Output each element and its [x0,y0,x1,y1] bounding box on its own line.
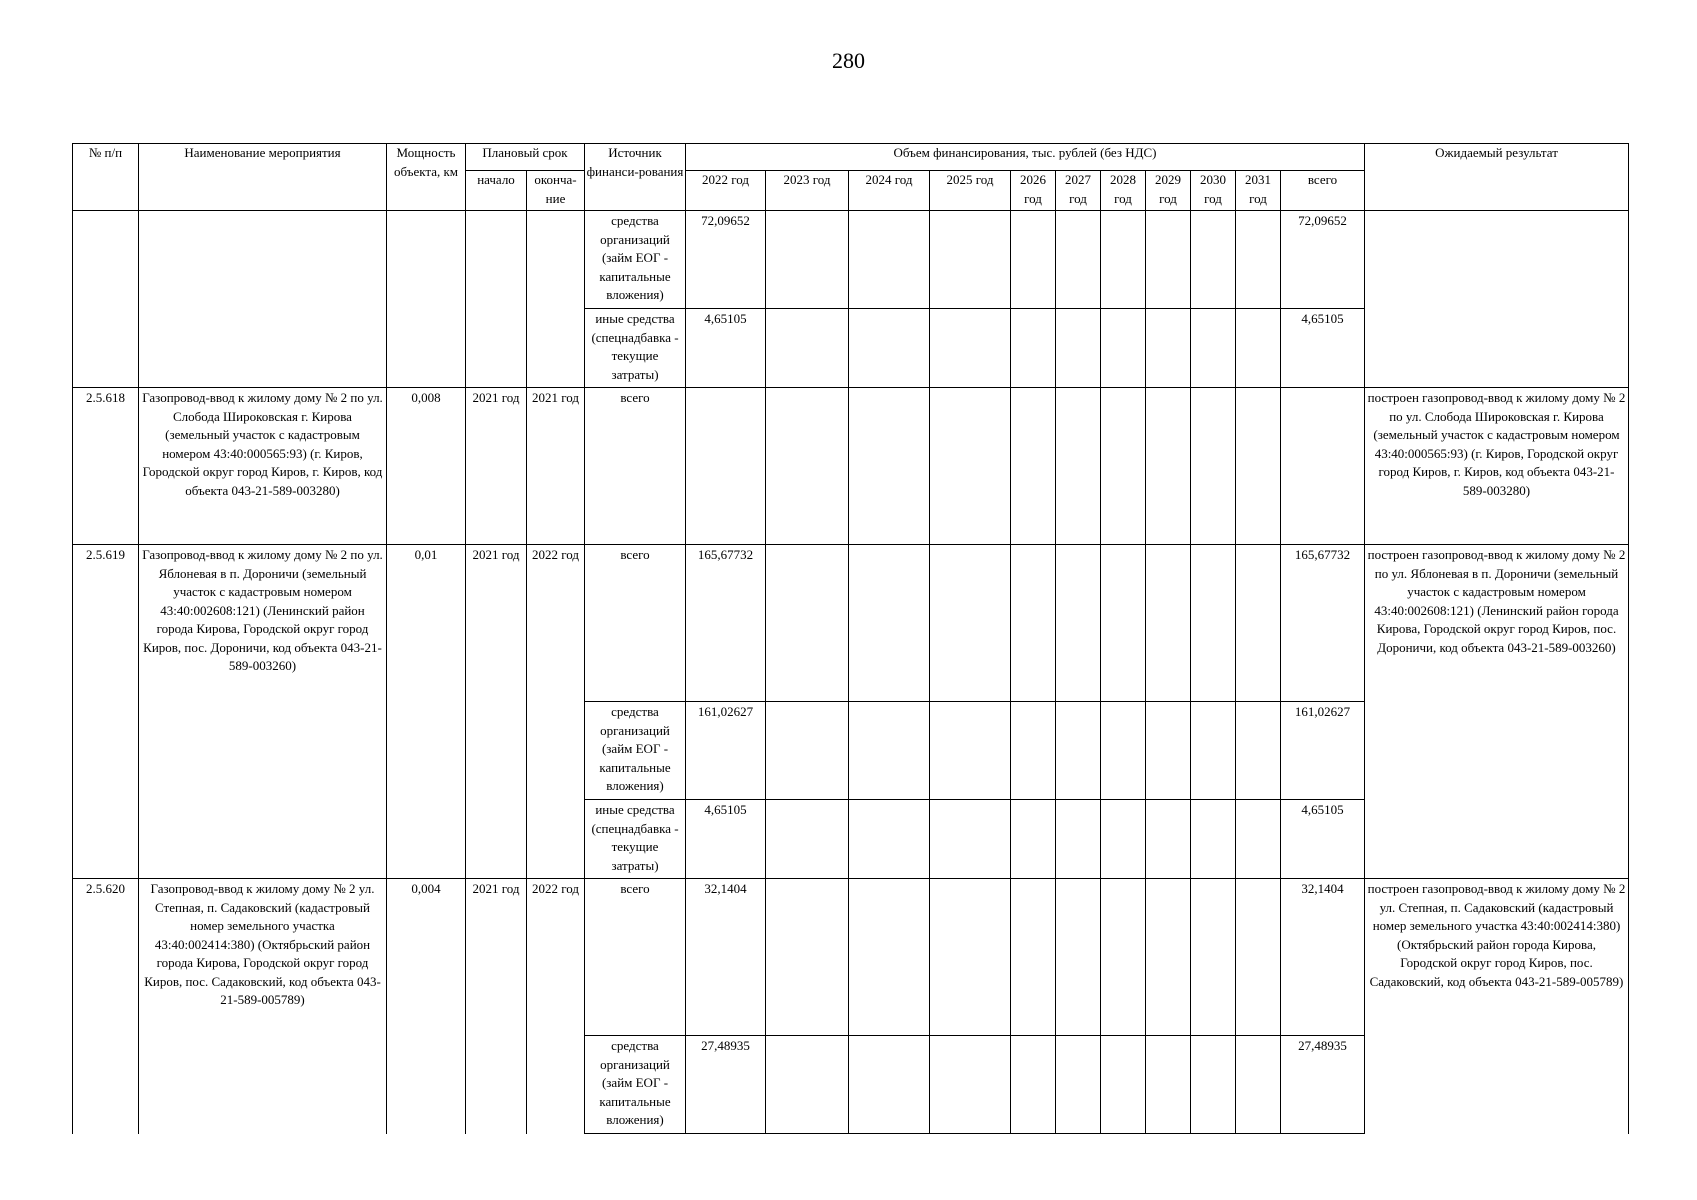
header-result: Ожидаемый результат [1365,144,1629,211]
empty-value-cell [1146,879,1191,1036]
empty-value-cell [1011,388,1056,545]
empty-value-cell [930,1036,1011,1134]
empty-value-cell [1011,1036,1056,1134]
source-cell: средства организаций (займ ЕОГ - капитальные вложения) [585,211,686,309]
empty-value-cell [1191,702,1236,800]
end-cell: 2021 год [527,388,585,545]
table-row [73,545,1629,702]
empty-value-cell [1056,211,1101,309]
empty-value-cell [1011,879,1056,1036]
value-2022: 27,48935 [686,1036,766,1134]
value-total: 32,1404 [1281,879,1365,1036]
empty-value-cell [1101,1036,1146,1134]
empty-value-cell [1101,879,1146,1036]
empty-value-cell [849,1036,930,1134]
empty-value-cell [766,309,849,388]
result-cell: построен газопровод-ввод к жилому дому № 2 ул. Степная, п. Садаковский (кадастровый номер земельного участка 43:40:002414:380) (Октябрьский район города Кирова, Городской округ город Киров, пос. Садаковский, код объекта 043-21-589-005789) [1365,879,1629,1134]
start-cell [466,211,527,388]
value-total: 72,09652 [1281,211,1365,309]
empty-value-cell [766,388,849,545]
header-year-2030: 2030 год [1191,171,1236,211]
power-cell: 0,01 [387,545,466,879]
empty-value-cell [1191,800,1236,879]
empty-value-cell [1191,879,1236,1036]
empty-value-cell [1101,309,1146,388]
empty-value-cell [849,879,930,1036]
empty-value-cell [1236,1036,1281,1134]
result-cell: построен газопровод-ввод к жилому дому № 2 по ул. Яблоневая в п. Дороничи (земельный участок с кадастровым номером 43:40:002608:121) (Ленинский район города Кирова, Городской округ город Киров, пос. Дороничи, код объекта 043-21-589-003260) [1365,545,1629,879]
table-row [73,211,1629,309]
value-2022: 161,02627 [686,702,766,800]
power-cell: 0,004 [387,879,466,1134]
empty-value-cell [930,879,1011,1036]
financing-table [72,143,1629,1134]
empty-value-cell [1011,800,1056,879]
header-volume: Объем финансирования, тыс. рублей (без НДС) [686,144,1365,171]
empty-value-cell [930,702,1011,800]
empty-value-cell [1056,545,1101,702]
header-term-start: начало [466,171,527,211]
empty-value-cell [1146,800,1191,879]
empty-value-cell [930,388,1011,545]
empty-value-cell [766,879,849,1036]
empty-value-cell [849,702,930,800]
header-year-2031: 2031 год [1236,171,1281,211]
empty-value-cell [1011,211,1056,309]
empty-value-cell [930,545,1011,702]
header-total: всего [1281,171,1365,211]
empty-value-cell [1056,1036,1101,1134]
empty-value-cell [1191,1036,1236,1134]
header-term: Плановый срок [466,144,585,171]
empty-value-cell [1236,702,1281,800]
empty-value-cell [766,211,849,309]
empty-value-cell [1101,800,1146,879]
end-cell [527,211,585,388]
name-cell: Газопровод-ввод к жилому дому № 2 по ул. Слобода Широковская г. Кирова (земельный участок с кадастровым номером 43:40:000565:93) (г. Киров, Городской округ город Киров, г. Киров, код объекта 043-21-589-003280) [139,388,387,545]
table-row [73,388,1629,545]
header-row-1 [73,144,1629,171]
power-cell [387,211,466,388]
num-cell [73,211,139,388]
empty-value-cell [1101,702,1146,800]
num-cell: 2.5.618 [73,388,139,545]
empty-value-cell [1056,800,1101,879]
value-total: 4,65105 [1281,309,1365,388]
power-cell: 0,008 [387,388,466,545]
header-year-2025: 2025 год [930,171,1011,211]
empty-value-cell [1146,1036,1191,1134]
empty-value-cell [1146,309,1191,388]
name-cell: Газопровод-ввод к жилому дому № 2 по ул. Яблоневая в п. Дороничи (земельный участок с кадастровым номером 43:40:002608:121) (Ленинский район города Кирова, Городской округ город Киров, пос. Дороничи, код объекта 043-21-589-003260) [139,545,387,879]
value-2022: 32,1404 [686,879,766,1036]
empty-value-cell [766,800,849,879]
header-num: № п/п [73,144,139,211]
table-row [73,879,1629,1036]
result-cell [1365,211,1629,388]
value-2022: 165,67732 [686,545,766,702]
header-name: Наименование мероприятия [139,144,387,211]
empty-value-cell [1236,879,1281,1036]
end-cell: 2022 год [527,879,585,1134]
source-cell: иные средства (спецнадбавка - текущие затраты) [585,800,686,879]
header-year-2028: 2028 год [1101,171,1146,211]
empty-value-cell [1191,545,1236,702]
empty-value-cell [1056,388,1101,545]
empty-value-cell [1101,211,1146,309]
page-number: 280 [832,48,865,73]
start-cell: 2021 год [466,545,527,879]
empty-value-cell [766,545,849,702]
empty-value-cell [1011,702,1056,800]
header-year-2027: 2027 год [1056,171,1101,211]
source-cell: средства организаций (займ ЕОГ - капитальные вложения) [585,702,686,800]
num-cell: 2.5.620 [73,879,139,1134]
empty-value-cell [1236,211,1281,309]
num-cell: 2.5.619 [73,545,139,879]
source-cell: всего [585,545,686,702]
empty-value-cell [766,1036,849,1134]
header-power: Мощность объекта, км [387,144,466,211]
header-year-2029: 2029 год [1146,171,1191,211]
empty-value-cell [849,211,930,309]
value-2022: 4,65105 [686,309,766,388]
header-year-2023: 2023 год [766,171,849,211]
header-year-2026: 2026 год [1011,171,1056,211]
empty-value-cell [849,800,930,879]
empty-value-cell [1236,309,1281,388]
header-year-2024: 2024 год [849,171,930,211]
value-2022: 4,65105 [686,800,766,879]
empty-value-cell [1056,309,1101,388]
empty-value-cell [1236,800,1281,879]
empty-value-cell [849,545,930,702]
end-cell: 2022 год [527,545,585,879]
empty-value-cell [930,800,1011,879]
empty-value-cell [1146,702,1191,800]
source-cell: всего [585,879,686,1036]
empty-value-cell [1101,388,1146,545]
header-term-end: оконча-ние [527,171,585,211]
name-cell [139,211,387,388]
empty-value-cell [1146,388,1191,545]
empty-value-cell [1011,545,1056,702]
start-cell: 2021 год [466,388,527,545]
empty-value-cell [1011,309,1056,388]
value-total: 165,67732 [1281,545,1365,702]
empty-value-cell [1146,545,1191,702]
header-year-2022: 2022 год [686,171,766,211]
empty-value-cell [1191,211,1236,309]
source-cell: иные средства (спецнадбавка - текущие затраты) [585,309,686,388]
value-total: 27,48935 [1281,1036,1365,1134]
start-cell: 2021 год [466,879,527,1134]
empty-value-cell [1236,388,1281,545]
empty-value-cell [849,388,930,545]
value-total: 161,02627 [1281,702,1365,800]
header-source: Источник финанси-рования [585,144,686,211]
name-cell: Газопровод-ввод к жилому дому № 2 ул. Степная, п. Садаковский (кадастровый номер земельного участка 43:40:002414:380) (Октябрьский район города Кирова, Городской округ город Киров, пос. Садаковский, код объекта 043-21-589-005789) [139,879,387,1134]
source-cell: всего [585,388,686,545]
empty-value-cell [1146,211,1191,309]
empty-value-cell [1101,545,1146,702]
empty-value-cell [1056,879,1101,1036]
result-cell: построен газопровод-ввод к жилому дому № 2 по ул. Слобода Широковская г. Кирова (земельный участок с кадастровым номером 43:40:000565:93) (г. Киров, Городской округ город Киров, г. Киров, код объекта 043-21-589-003280) [1365,388,1629,545]
empty-value-cell [1056,702,1101,800]
empty-value-cell [849,309,930,388]
empty-value-cell [930,211,1011,309]
empty-value-cell [1191,388,1236,545]
empty-value-cell [1236,545,1281,702]
empty-value-cell [1281,388,1365,545]
empty-value-cell [930,309,1011,388]
source-cell: средства организаций (займ ЕОГ - капитальные вложения) [585,1036,686,1134]
value-2022: 72,09652 [686,211,766,309]
value-total: 4,65105 [1281,800,1365,879]
empty-value-cell [686,388,766,545]
empty-value-cell [766,702,849,800]
empty-value-cell [1191,309,1236,388]
